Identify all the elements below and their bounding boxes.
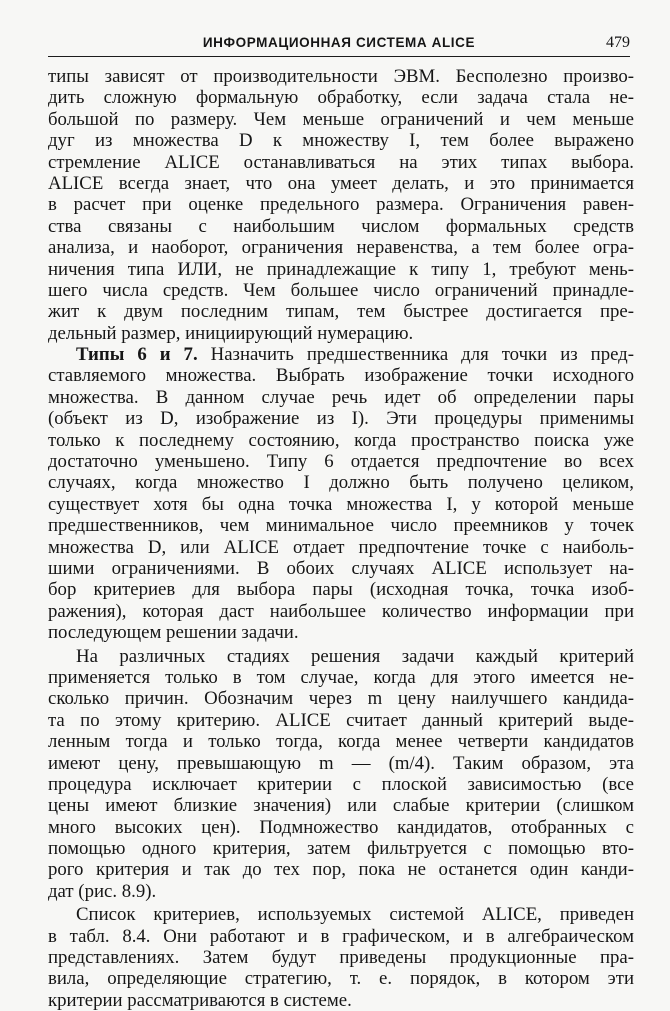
text-line: в расчет при оценке предельного размера. Ограничения равен- — [48, 194, 634, 216]
text-line: сколько причин. Обозначим через m цену наилучшего кандида- — [48, 688, 634, 710]
paragraph-3 — [48, 646, 634, 903]
text-line: На различных стадиях решения задачи каждый критерий — [76, 645, 634, 667]
text-line: ражения), которая даст наибольшее количество информации при — [48, 600, 634, 622]
text-line: помощью одного критерия, затем фильтруется с помощью вто- — [48, 838, 634, 860]
first-line-text: Назначить предшественника для точки из пред- — [210, 344, 634, 366]
paragraph-2 — [48, 344, 634, 643]
text-line: ALICE всегда знает, что она умеет делать, и это принимается — [48, 172, 634, 194]
text-line: шими ограничениями. В обоих случаях ALICE использует на- — [48, 557, 634, 579]
text-line: в табл. 8.4. Они работают и в графическом, и в алгебраическом — [48, 925, 634, 947]
run-in-heading: Типы 6 и 7. — [76, 344, 198, 366]
text-line: бор критериев для выбора пары (исходная точка, точка изоб- — [48, 579, 634, 601]
text-line: цены имеют близкие значения) или слабые критерии (слишком — [48, 795, 634, 817]
text-line — [48, 344, 634, 365]
text-line: достаточно уменьшено. Типу 6 отдается предпочтение во всех — [48, 451, 634, 473]
text-line: рого критерия и так до тех пор, пока не останется один канди- — [48, 859, 634, 881]
text-line: предшественников, чем минимальное число преемников у точек — [48, 515, 634, 537]
text-line: случаях, когда множество I должно быть получено целиком, — [48, 472, 634, 494]
text-line: процедура исключает критерии с плоской зависимостью (все — [48, 773, 634, 795]
text-line: представлениях. Затем будут приведены продукционные пра- — [48, 947, 634, 969]
text-line: дуг из множества D к множеству I, тем более выражено — [48, 130, 634, 152]
text-line: множества. В данном случае речь идет об определении пары — [48, 386, 634, 408]
text-line: дельный размер, инициирующий нумерацию. — [48, 322, 414, 344]
text-line: жит к двум последним типам, тем быстрее достигается пре- — [48, 301, 634, 323]
text-line: та по этому критерию. ALICE считает данный критерий выде- — [48, 709, 634, 731]
text-line: Список критериев, используемых системой ALICE, приведен — [76, 904, 634, 926]
running-head: ИНФОРМАЦИОННАЯ СИСТЕМА ALICE — [202, 35, 476, 50]
text-line: ленным тогда и только тогда, когда менее четверти кандидатов — [48, 731, 634, 753]
text-line: большой по размеру. Чем меньше ограничений и чем меньше — [48, 108, 634, 130]
text-line: шего числа средств. Чем большее число ограничений принадле- — [48, 279, 634, 301]
text-line: имеют цену, превышающую m — (m/4). Таким образом, эта — [48, 752, 634, 774]
text-line: анализа, и наоборот, ограничения неравенства, а тем более огра- — [48, 237, 634, 259]
text-line: ства связаны с наибольшим числом формальных средств — [48, 215, 634, 237]
page-number: 479 — [606, 34, 630, 51]
text-line: критерии рассматриваются в системе. — [48, 989, 352, 1011]
paragraph-1 — [48, 66, 634, 344]
text-line: существует хотя бы одна точка множества I, у которой меньше — [48, 493, 634, 515]
text-line: дат (рис. 8.9). — [48, 880, 157, 902]
text-line: (объект из D, изображение из I). Эти процедуры применимы — [48, 408, 634, 430]
text-line: типы зависят от производительности ЭВМ. Бесполезно произво- — [48, 66, 634, 87]
text-line: ничения типа ИЛИ, не принадлежащие к типу 1, требуют мень- — [48, 258, 634, 280]
text-line: дить сложную формальную обработку, если задача стала не- — [48, 87, 634, 109]
text-line: только к последнему состоянию, когда пространство поиска уже — [48, 429, 634, 451]
text-line: множества D, или ALICE отдает предпочтение точке с наиболь- — [48, 536, 634, 558]
text-line: вила, определяющие стратегию, т. е. порядок, в котором эти — [48, 968, 634, 990]
page-header — [48, 30, 630, 57]
paragraph-4 — [48, 904, 634, 1011]
text-line: много высоких цен). Подмножество кандидатов, отобранных с — [48, 816, 634, 838]
text-line: ставляемого множества. Выбрать изображение точки исходного — [48, 365, 634, 387]
text-line: последующем решении задачи. — [48, 622, 299, 644]
text-line: стремление ALICE останавливаться на этих типах выбора. — [48, 151, 634, 173]
text-line: применяется только в том случае, когда для этого имеется не- — [48, 666, 634, 688]
body-text — [48, 66, 634, 1011]
